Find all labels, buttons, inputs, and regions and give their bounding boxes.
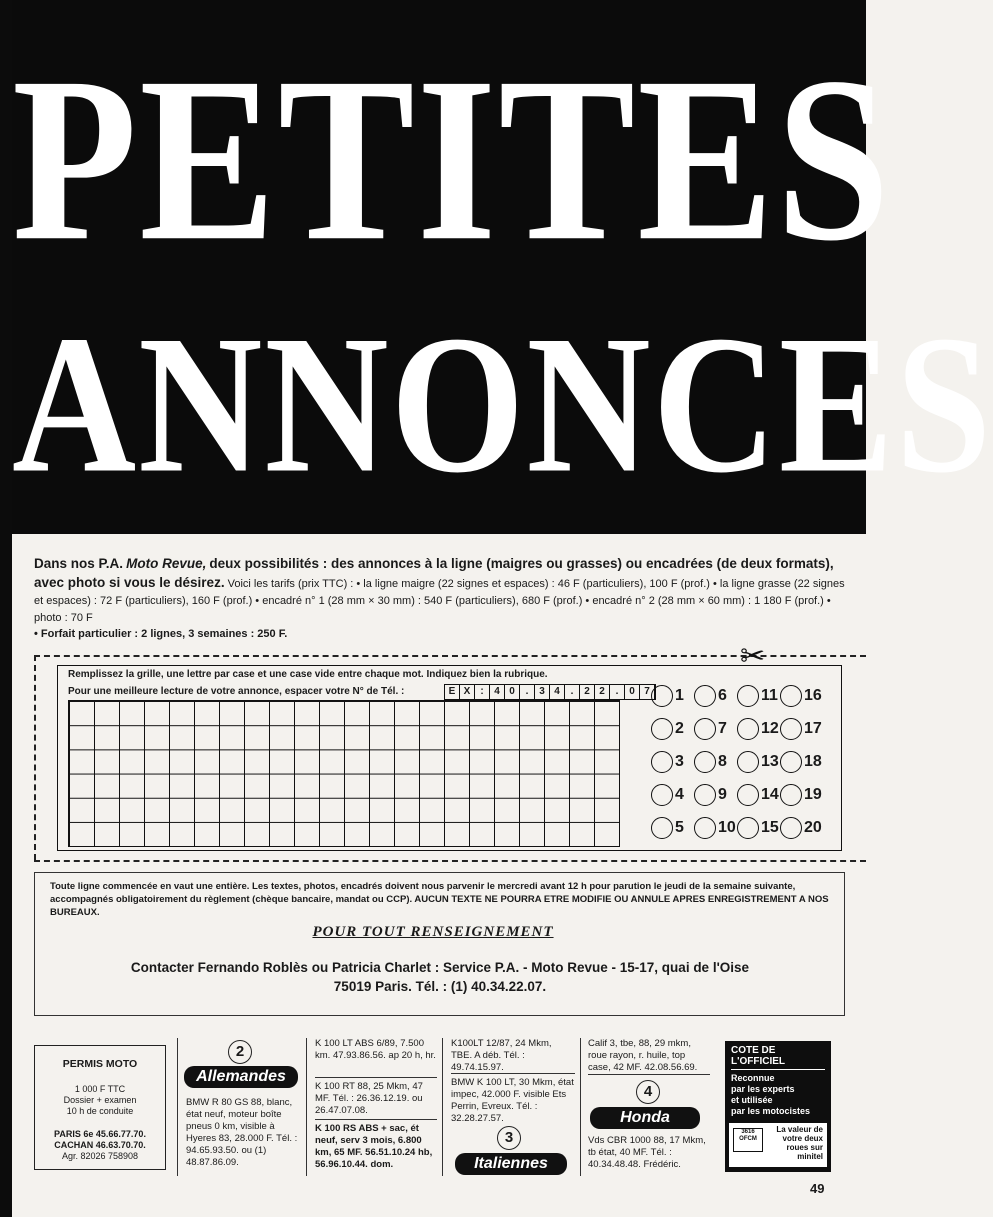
radio-circle-icon[interactable] [780,784,802,806]
rubrique-option[interactable] [694,685,727,707]
rubrique-italiennes: Italiennes [455,1153,567,1175]
tel-example-cell: . [610,685,625,699]
rubrique-number: 2 [228,1040,252,1064]
rubrique-number-label: 16 [804,687,822,704]
title-petites: PETITES [12,28,892,290]
cote-line: par les experts [731,1084,795,1094]
intro-paragraph [34,555,846,627]
rubrique-number-label: 4 [675,786,684,803]
rubrique-number-label: 5 [675,819,684,836]
cote-officiel-ad [725,1041,831,1172]
scissors-icon: ✂ [740,640,766,673]
classified-ad: K100LT 12/87, 24 Mkm, TBE. A déb. Tél. : 49.74.15.97. [451,1038,552,1073]
radio-circle-icon[interactable] [694,784,716,806]
ad-divider [315,1077,437,1078]
rubrique-number-label: 3 [675,753,684,770]
column-divider [177,1038,178,1176]
radio-circle-icon[interactable] [780,718,802,740]
rubrique-option[interactable] [694,817,736,839]
column-divider [442,1038,443,1176]
classified-ad: BMW R 80 GS 88, blanc, état neuf, moteur boîte pneus 0 km, visible à Hyeres 83, 28.000 F. Tél. : 94.65.93.50. ou (1) 48.87.86.09. [186,1097,298,1168]
radio-circle-icon[interactable] [737,685,759,707]
rubrique-number-label: 18 [804,753,822,770]
permis-moto-ad [34,1045,166,1170]
rubrique-number-label: 14 [761,786,779,803]
rubrique-number-label: 7 [718,720,727,737]
classified-ad: K 100 LT ABS 6/89, 7.500 km. 47.93.86.56. ap 20 h, hr. [315,1038,436,1061]
cote-minitel-panel [729,1123,827,1167]
title-annonces: ANNONCES [12,295,993,515]
permis-agrement: Agr. 82026 758908 [61,1151,139,1161]
rubrique-number-label: 17 [804,720,822,737]
classified-ad: K 100 RT 88, 25 Mkm, 47 MF. Tél. : 26.36.12.19. ou 26.47.07.08. [315,1081,423,1116]
permis-line-3: 10 h de conduite [66,1106,134,1116]
cote-subtitle [731,1073,831,1117]
rubrique-option[interactable] [780,784,822,806]
radio-circle-icon[interactable] [694,751,716,773]
rubrique-number-label: 11 [761,687,778,704]
rubrique-option[interactable] [780,685,822,707]
tel-example-cell: : [475,685,490,699]
radio-circle-icon[interactable] [737,718,759,740]
permis-line-2: Dossier + examen [63,1095,137,1105]
page-number: 49 [810,1181,825,1196]
rubrique-option[interactable] [651,817,684,839]
rubrique-option[interactable] [737,751,779,773]
radio-circle-icon[interactable] [737,784,759,806]
form-tel-hint: Pour une meilleure lecture de votre annonce, espacer votre N° de Tél. : [68,686,405,697]
rubrique-option[interactable] [651,685,684,707]
minitel-icon: 3616 OFCM [733,1128,763,1152]
cote-line: par les motocistes [731,1106,811,1116]
rubrique-honda: Honda [590,1107,700,1129]
contact-block [60,958,820,996]
cote-line: Reconnue [731,1073,775,1083]
rubrique-number-label: 12 [761,720,779,737]
radio-circle-icon[interactable] [651,685,673,707]
forfait-line: • Forfait particulier : 2 lignes, 3 semaines : 250 F. [34,628,288,640]
rubrique-number: 4 [636,1080,660,1104]
ad-divider [315,1119,437,1120]
permis-phone-cachan: CACHAN 46.63.70.70. [54,1140,146,1150]
classified-ad: Calif 3, tbe, 88, 29 mkm, roue rayon, r. huile, top case, 42 MF. 42.08.56.69. [588,1038,698,1073]
tel-example [444,684,656,700]
column-divider [580,1038,581,1176]
radio-circle-icon[interactable] [780,817,802,839]
intro-magazine: Moto Revue, [126,556,207,571]
cote-line: et utilisée [731,1095,773,1105]
tel-example-cell: E [445,685,460,699]
rubrique-option[interactable] [737,718,779,740]
radio-circle-icon[interactable] [694,718,716,740]
classified-ad: BMW K 100 LT, 30 Mkm, état impec, 42.000 F. visible Ets Perrin, Evreux. Tél. : 32.28.27.57. [451,1077,574,1124]
radio-circle-icon[interactable] [651,718,673,740]
radio-circle-icon[interactable] [651,817,673,839]
form-instruction: Remplissez la grille, une lettre par case et une case vide entre chaque mot. Indiquez bien la rubrique. [68,669,548,680]
rubrique-option[interactable] [694,718,727,740]
rubrique-number-label: 15 [761,819,779,836]
handwritten-heading: POUR TOUT RENSEIGNEMENT [312,924,554,940]
rubrique-number-label: 9 [718,786,727,803]
rubrique-number-label: 2 [675,720,684,737]
column-divider [306,1038,307,1176]
tel-example-cell: . [565,685,580,699]
permis-title: PERMIS MOTO [62,1058,138,1070]
classified-ad: K 100 RS ABS + sac, ét neuf, serv 3 mois, 6.800 km, 65 MF. 56.51.10.24 hb, 56.96.10.44. dom. [315,1123,433,1170]
tel-example-cell: X [460,685,475,699]
letter-grid[interactable] [68,700,620,847]
radio-circle-icon[interactable] [694,685,716,707]
contact-line-2: 75019 Paris. Tél. : (1) 40.34.22.07. [333,979,547,994]
rubrique-option[interactable] [651,784,684,806]
tel-example-cell: 2 [595,685,610,699]
permis-line-1: 1 000 F TTC [74,1084,126,1094]
tel-example-cell: 0 [505,685,520,699]
tel-example-cell: 7 [640,685,655,699]
rubrique-option[interactable] [694,784,727,806]
cut-line-bottom [34,860,866,862]
ad-divider [588,1074,710,1075]
rubrique-number-label: 20 [804,819,822,836]
rules-text: Toute ligne commencée en vaut une entière. Les textes, photos, encadrés doivent nous parvenir le mercredi avant 12 h pour parution le jeudi de la semaine suivante, accompagnés obligatoirement du règlement (chèque bancaire, mandat ou CCP). AUCUN TEXTE NE POURRA ETRE MODIFIE OU ANNULE APRES ENREGISTREMENT A NOS BUREAUX. [50,881,829,918]
tel-example-cell: 4 [550,685,565,699]
intro-lead: Dans nos P.A. [34,556,124,571]
radio-circle-icon[interactable] [694,817,716,839]
tel-example-cell: 4 [490,685,505,699]
rubrique-number-label: 13 [761,753,779,770]
radio-circle-icon[interactable] [737,751,759,773]
cote-value-text: La valeur de votre deux roues sur minitel [776,1125,823,1161]
rubrique-option[interactable] [737,817,779,839]
rubrique-allemandes: Allemandes [184,1066,298,1088]
contact-line-1: Contacter Fernando Roblès ou Patricia Charlet : Service P.A. - Moto Revue - 15-17, quai de l'Oise [130,960,750,975]
tel-example-cell: . [520,685,535,699]
rubrique-option[interactable] [651,718,684,740]
rubrique-number-label: 1 [675,687,684,704]
rubrique-option[interactable] [780,817,822,839]
tel-example-cell: 3 [535,685,550,699]
title-banner [12,0,993,534]
rubrique-number-label: 8 [718,753,727,770]
intro-lead-rest: deux possibilités : des annonces à la ligne (maigres ou grasses) ou encadrées (de deux formats), avec photo si vous le désirez. [34,556,834,590]
tel-example-cell: 0 [625,685,640,699]
left-black-bar [0,0,12,1217]
rubrique-option[interactable] [737,685,778,707]
permis-phone-paris: PARIS 6e 45.66.77.70. [54,1129,146,1139]
rubrique-number-label: 6 [718,687,727,704]
rubrique-number-label: 10 [718,819,736,836]
rubrique-option[interactable] [737,784,779,806]
cote-title: COTE DE L'OFFICIEL [731,1045,825,1070]
radio-circle-icon[interactable] [651,751,673,773]
radio-circle-icon[interactable] [737,817,759,839]
intro-tarifs: Voici les tarifs (prix TTC) : • la ligne maigre (22 signes et espaces) : 46 F (particuliers), 100 F (prof.) • la ligne grasse (22 signes et espaces) : 72 F (particuliers), 160 F (prof.) • encadré n° 1 (28 mm × 30 mm) : 540 F (particuliers), 680 F (prof.) • encadré n° 2 (28 mm × 60 mm) : 1 180 F (prof.) • photo : 70 F [34,578,845,624]
rubrique-number: 3 [497,1126,521,1150]
rubrique-option[interactable] [651,751,684,773]
rubrique-option[interactable] [780,718,822,740]
radio-circle-icon[interactable] [651,784,673,806]
cut-line-left [34,655,36,860]
classified-ad: Vds CBR 1000 88, 17 Mkm, tb état, 40 MF. Tél. : 40.34.48.48. Frédéric. [588,1135,706,1170]
ad-divider [451,1073,575,1074]
rubrique-number-label: 19 [804,786,822,803]
radio-circle-icon[interactable] [780,751,802,773]
radio-circle-icon[interactable] [780,685,802,707]
tel-example-cell: 2 [580,685,595,699]
rubrique-option[interactable] [780,751,822,773]
rubrique-option[interactable] [694,751,727,773]
